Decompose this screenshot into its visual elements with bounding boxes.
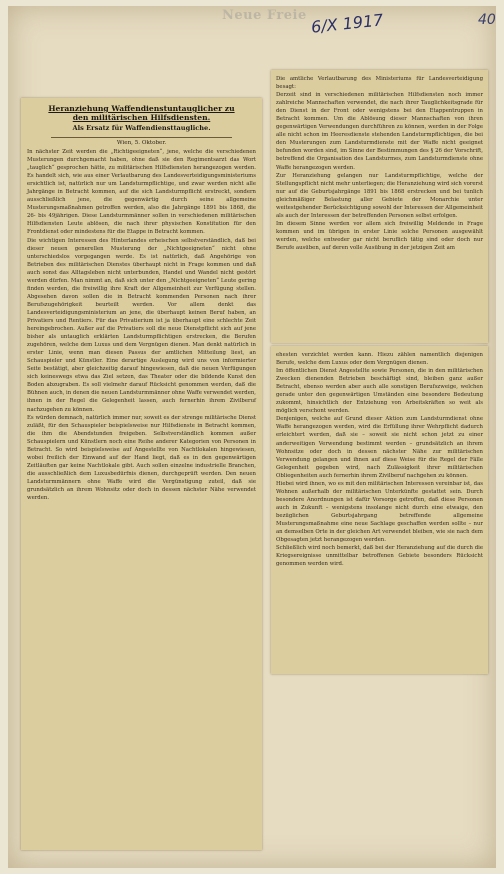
paragraph: Die amtliche Verlautbarung des Ministeriums für Landesverteidigung besagt:: [276, 76, 483, 91]
paragraph: Hiebei wird ihnen, wo es mit den militärischen Interessen vereinbar ist, das Wohnen außerhalb der militärischen Unterkünfte gestattet sein. Durch besondere Anordnungen ist dafür Vorsorge getroffen, daß diese Personen auch in Zukunft – wenigstens insolange nicht durch eine etwaige, den bezüglichen Geburtsjahrgang betreffende allgemeine Musterungsmaßnahme eine neue Sachlage geschaffen werden sollte – nur an demselben Orte in der gleichen Art verwendet bleiben, wie sie nach dem Obgesagten jetzt herangezogen werden.: [276, 480, 483, 544]
paragraph: Im öffentlichen Dienst Angestellte sowie Personen, die in den militärischen Zwecken dienenden Betrieben beschäftigt sind, bleiben ganz außer Betracht, ebenso werden aber auch alle sonstigen Berufszweige, welchen gerade unter den gegenwärtigen Umständen eine besondere Bedeutung zukommt, hinsichtlich der Entziehung von Arbeitskräften so weit als möglich verschont werden.: [276, 368, 483, 415]
paragraph: In nächster Zeit werden die „Richtigeeigneten“, jene, welche die verschiedenen Musterungen durchgemacht haben, ohne daß sie den Regimentsarzt das Wort „tauglich“ gesprochen hätte, zu militärischen Hilfsdiensten herangezogen werden. Es handelt sich, wie aus einer Verlautbarung des Landesverteidigungsministeriums ersichtlich ist, natürlich nur um Landsturmpflichtige, und zwar werden nicht alle Jahrgänge in Betracht kommen, auf die sich Landsturmpflicht erstreckt, sondern ausschließlich jene, die gegenwärtig durch seine allgemeine Musterungsmaßnahmen getroffen werden, also die Jahrgänge 1891 bis 1868, die 26- bis 49jährigen. Diese Landsturmmänner sollen in verschiedenen militärischen Hilfsdiensten Leute ablösen, die nach ihrer physischen Konstitution für den Frontdienst oder mindestens für die Etappe in Betracht kommen.: [27, 149, 256, 236]
page-number: 40: [478, 12, 496, 28]
clipping-right-column-bottom: [271, 346, 488, 674]
paragraph: Die wichtigen Interessen des Hinterlandes erheischen selbstverständlich, daß bei dieser neuen generellen Musterung der „Nichtgeeigneten“ nicht ohne unterschiedslos vorgegangen werde. Es ist natürlich, daß Angehörige von Betrieben des militärischen Dienstes überhaupt nicht in Frage kommen und daß auch sonst das Alltagsleben nicht unterbunden, Handel und Wandel nicht gestört werden dürfen. Man nimmt an, daß sich unter den „Nichtgeeigneten“ Leute gering finden werden, die freiwillig ihre Kraft der Allgemeinheit zur Verfügung stellen. Abgesehen davon sollen die in Betracht kommenden Personen nach ihrer Berufszugehörigkeit beurteilt werden. Vor allem denkt das Landesverteidigungsministerium an jene, die überhaupt keinen Beruf haben, an Privatiers und Rentiers. Für das Privatierium ist ja überhaupt eine schlechte Zeit hereingebrochen. Außer auf die Privatiers soll die neue Dienstpflicht sich auf jene bisher als untauglich erklärten Landsturmpflichtigen erstrecken, die Berufen zugehören, welche dem Luxus und dem Vergnügen dienen. Man denkt natürlich in erster Linie, wenn man diesen Passus der amtlichen Mitteilung liest, an Schauspieler und Künstler. Eine derartige Auslegung wird uns von informierter Seite bestätigt, aber gleichzeitig darauf hingewiesen, daß die neuen Verfügungen sich keineswegs etwa das Ziel setzen, das Theater oder die bildende Kunst den Boden abzugraben. Es soll vielmehr darauf Rücksicht genommen werden, daß die Bühnen auch, in denen die neuen Landsturmmänner ohne Waffe verwendet werden, ihnen in der Regel die Gelegenheit lassen, auch fernerhin ihrem Zivilberuf nachzugehen zu können.: [27, 237, 256, 413]
paragraph: Es würden demnach, natürlich immer nur, soweit es der strenge militärische Dienst zuläßt, für den Schauspieler beispielsweise nur Hilfsdienste in Betracht kommen, die ihm die Abendstunden freigeben. Selbstverständlich kommen außer Schauspielern und Künstlern noch eine Reihe anderer Kategorien von Personen in Betracht. So wird beispielsweise auf Angestellte von Nachtlokalen hingewiesen, wobei freilich der Einwand auf der Hand liegt, daß es in den gegenwärtigen Zeitläuften gar keine Nachtlokale gibt. Auch sollen einzelne industrielle Branchen, die ausschließlich dem Luxusbedürfnis dienen, durchgeprüft werden. Den neuen Landsturmmännern ohne Waffe wird die Vergünstigung zuteil, daß sie grundsätzlich an ihrem Wohnsitz oder doch in dessen nächster Nähe verwendet werden.: [27, 414, 256, 502]
title-line-2: den militärischen Hilfsdiensten.: [72, 113, 211, 122]
paragraph: Denjenigen, welche auf Grund dieser Aktion zum Landsturmdienst ohne Waffe herangezogen werden, wird die Erfüllung ihrer Wehrpflicht dadurch erleichtert werden, daß sie – soweit sie nicht schon jetzt zu einer anderweitigen Verwendung bestimmt werden – grundsätzlich an ihrem Wohnsitze oder doch in dessen nächster Nähe zur militärischen Verwendung gelangen und ihnen auf diese Weise für die Regel der Fälle Gelegenheit gegeben wird, nach Zulässigkeit ihrer militärischen Obliegenheiten auch fernerhin ihrem Zivilberuf nachgehen zu können.: [276, 416, 483, 479]
dateline: Wien, 5. Oktober.: [116, 140, 167, 146]
clipping-right-column-top: [271, 70, 488, 343]
clipping-left-column: [21, 98, 262, 850]
paragraph: ehesten verzichtet werden kann. Hiezu zählen namentlich diejenigen Berufe, welche dem Luxus oder dem Vergnügen dienen.: [276, 352, 483, 367]
paragraph: Derzeit sind in verschiedenen militärischen Hilfsdiensten noch immer zahlreiche Mannschaften verwendet, die nach ihrer Tauglichkeitsgrade für den Dienst in der Front oder wenigstens bei den Etappentruppen in Betracht kommen. Um die Ablösung dieser Mannschaften von ihren gegenwärtigen Verwendungen durchführen zu können, werden in der Folge alle nicht schon im Heeresdienste stehenden Landsturmpflichtigen, die bei den Musterungen zum Landsturmdienste mit der Waffe nicht geeignet befunden worden sind, im Sinne der Bestimmungen des § 26 der Vorschrift, betreffend die Organisation des Landsturmes, zum Landsturmdienste ohne Waffe herangezogen werden.: [276, 92, 483, 171]
title-line-1: Heranziehung Waffendienstuntauglicher zu: [48, 104, 235, 113]
paragraph: Zur Heranziehung gelangen nur Landsturmpflichtige, welche der Stellungspflicht nicht mehr unterliegen; die Heranziehung wird sich vorerst nur auf die Geburtsjahrgänge 1891 bis 1868 erstrecken und bei tunlich gleichmäßiger Belastung aller Gebiete der Monarchie unter weitestgehender Berücksichtigung sowohl der Interessen der Allgemeinheit als auch der Interessen der betreffenden Personen selbst erfolgen.: [276, 172, 483, 219]
paragraph: Im diesem Sinne werden vor allem sich freiwillig Meldende in Frage kommen und im übrigen in erster Linie solche Personen ausgewählt werden, welche entweder gar nicht beruflich tätig sind oder doch nur Berufe ausüben, auf deren volle Ausübung in der jetzigen Zeit am: [276, 220, 483, 251]
article-subtitle: Als Ersatz für Waffendiensttaugliche.: [72, 124, 211, 132]
masthead-stamp: Neue Freie: [222, 8, 307, 23]
handwritten-date: 6/X 1917: [310, 10, 385, 37]
article-title: [21, 98, 262, 122]
divider: [51, 137, 232, 138]
paragraph: Schließlich wird noch bemerkt, daß bei der Heranziehung auf die durch die Kriegsereignisse unmittelbar betroffenen Gebiete besonders Rücksicht genommen werden wird.: [276, 545, 483, 568]
